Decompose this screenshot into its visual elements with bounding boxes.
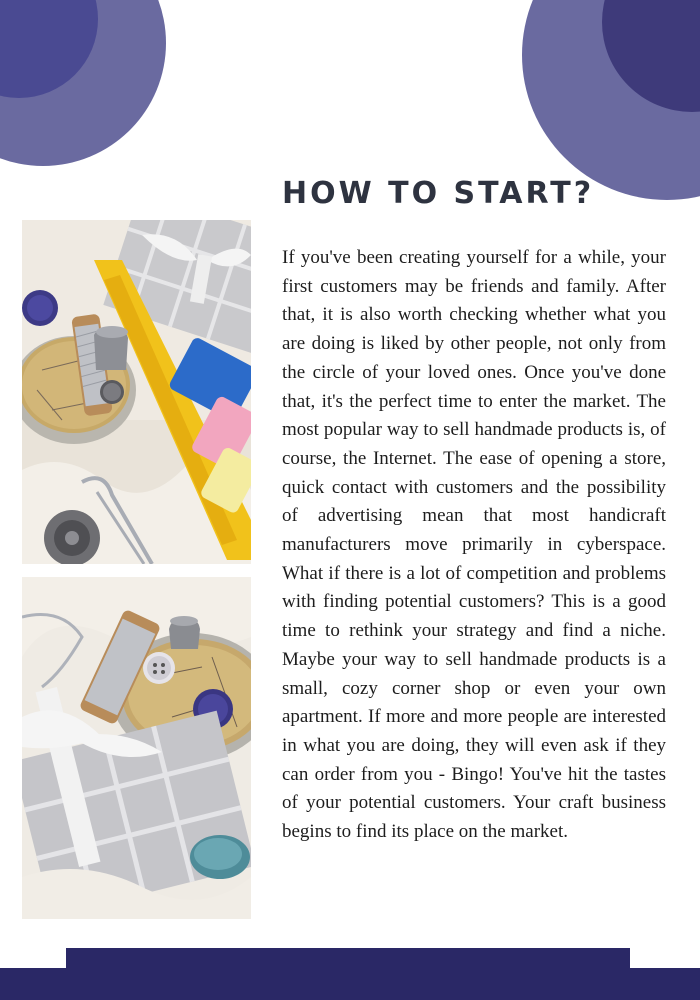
body-paragraph: If you've been creating yourself for a while, your first customers may be friends and family. After that, it is also worth checking whether what you are doing is liked by other people, not only from the circle of your loved ones. Once you've done that, it's the perfect time to enter the market. The most popular way to sell handmade products is, of course, the Internet. The ease of opening a store, quick contact with customers and the possibility of advertising mean that most handicraft manufacturers move primarily in cyberspace. What if there is a lot of competition and problems with finding potential customers? This is a good time to rethink your strategy and find a niche. Maybe your way to sell handmade products is a small, cozy corner shop or even your own apartment. If more and more people are interested in what you are doing, they will even ask if they can order from you - Bingo! You've hit the tastes of your potential customers. Your craft business begins to find its place on the market.: [282, 247, 666, 843]
sewing-kit-photo-top: [22, 220, 251, 564]
footer-band: [0, 968, 700, 1000]
sewing-kit-photo-bottom: [22, 577, 251, 919]
page-heading: HOW TO START?: [282, 176, 595, 211]
